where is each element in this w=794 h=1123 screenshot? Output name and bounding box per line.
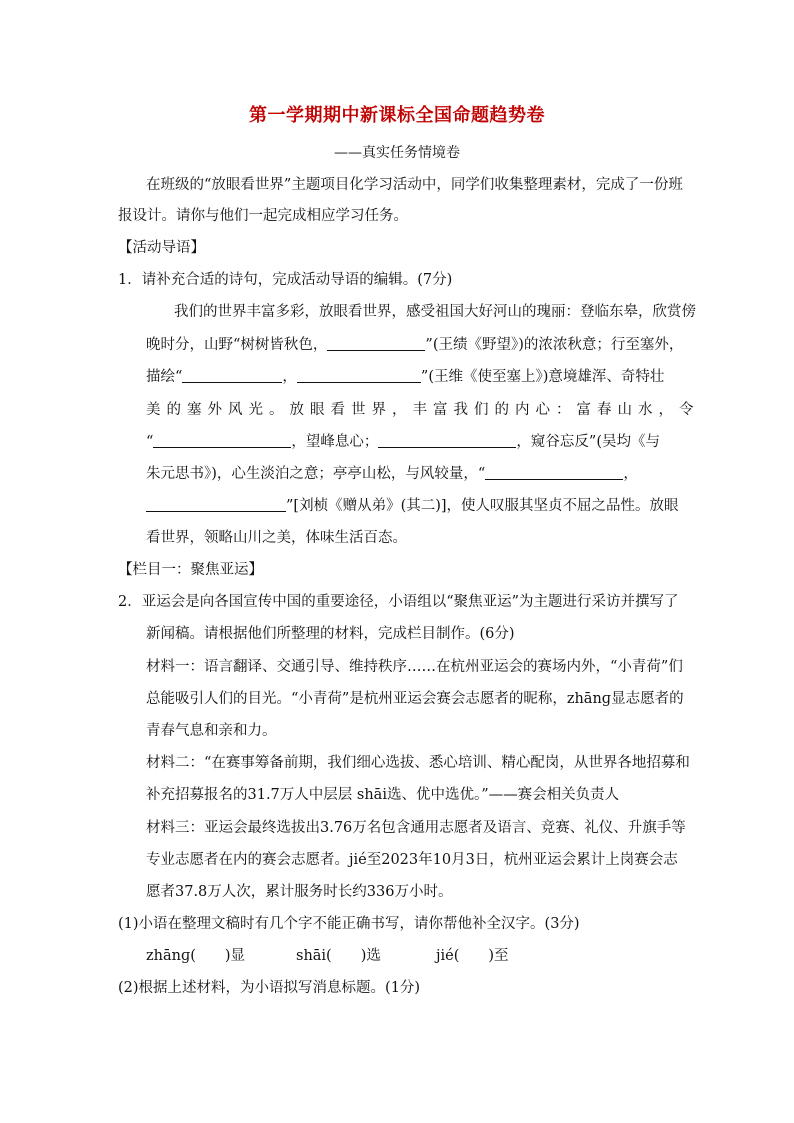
q1-text: ，望峰息心； [291, 434, 379, 450]
q1-para-line-6 [146, 464, 638, 484]
material-3-line-3: 愿者37.8万人次，累计服务时长约336万小时。 [146, 884, 453, 900]
q1-text: ， [282, 369, 297, 385]
q1-para-line-5 [146, 432, 660, 452]
material-3-line-1: 材料三：亚运会最终选拔出3.76万名包含通用志愿者及语言、竞赛、礼仪、升旗手等 [146, 820, 686, 836]
question-2-line-1: 2．亚运会是向各国宣传中国的重要途径，小语组以“聚焦亚运”为主题进行采访并撰写了 [118, 594, 679, 610]
q1-text: 描绘“ [146, 369, 183, 385]
answer-blank[interactable] [182, 367, 282, 383]
pinyin-item-3[interactable]: jié( )至 [436, 948, 509, 964]
material-3-line-2: 专业志愿者在内的赛会志愿者。jié至2023年10月3日，杭州亚运会累计上岗赛会志 [146, 852, 678, 868]
material-1-line-1: 材料一：语言翻译、交通引导、维持秩序……在杭州亚运会的赛场内外，“小青荷”们 [146, 659, 683, 675]
q1-text: ”[刘桢《赠从弟》(其二)]，使人叹服其坚贞不屈之品性。放眼 [286, 498, 679, 514]
question-2-line-2: 新闻稿。请根据他们所整理的材料，完成栏目制作。(6分) [146, 626, 515, 642]
page-subtitle: ——真实任务情境卷 [334, 145, 460, 161]
material-1-line-2: 总能吸引人们的目光。“小青荷”是杭州亚运会赛会志愿者的昵称，zhānɡ显志愿者的 [146, 691, 684, 707]
q1-para-line-2 [146, 335, 683, 355]
pinyin-item-2[interactable]: shāi( )选 [296, 948, 381, 964]
q1-text: ”(王绩《野望》)的浓浓秋意；行至塞外， [425, 337, 684, 353]
answer-blank[interactable] [485, 464, 623, 480]
material-2-line-1: 材料二：“在赛事筹备前期，我们细心选拔、悉心培训、精心配岗，从世界各地招募和 [146, 755, 690, 771]
q1-text: “ [146, 434, 154, 450]
q1-para-line-3 [146, 367, 664, 387]
question-1: 1．请补充合适的诗句，完成活动导语的编辑。(7分) [118, 272, 453, 288]
q1-para-line-1: 我们的世界丰富多彩，放眼看世界，感受祖国大好河山的瑰丽：登临东皋，欣赏傍 [174, 304, 696, 320]
material-2-line-2: 补充招募报名的31.7万人中层层 shāi选、优中选优。”——赛会相关负责人 [146, 787, 620, 803]
section-heading-asian-games: 【栏目一：聚焦亚运】 [118, 562, 263, 578]
q1-text: 晚时分，山野“树树皆秋色， [146, 337, 328, 353]
intro-line-2: 报设计。请你与他们一起完成相应学习任务。 [118, 208, 408, 224]
section-heading-guide: 【活动导语】 [118, 240, 205, 256]
sub-question-1: (1)小语在整理文稿时有几个字不能正确书写，请你帮他补全汉字。(3分) [118, 916, 580, 932]
q1-text: ，窥谷忘反”(吴均《与 [516, 434, 660, 450]
q1-text: ， [623, 466, 638, 482]
answer-blank[interactable] [378, 432, 516, 448]
pinyin-item-1[interactable]: zhānɡ( )显 [146, 948, 246, 964]
q1-para-line-7 [146, 496, 679, 516]
material-1-line-3: 青春气息和亲和力。 [146, 723, 277, 739]
intro-line-1: 在班级的“放眼看世界”主题项目化学习活动中，同学们收集整理素材，完成了一份班 [146, 177, 683, 193]
answer-blank[interactable] [153, 432, 291, 448]
page-title: 第一学期期中新课标全国命题趋势卷 [249, 105, 545, 126]
answer-blank[interactable] [297, 367, 421, 383]
q1-para-line-8: 看世界，领略山川之美，体味生活百态。 [146, 530, 407, 546]
answer-blank[interactable] [327, 335, 425, 351]
answer-blank[interactable] [146, 496, 286, 512]
q1-text: ”(王维《使至塞上》)意境雄浑、奇特壮 [420, 369, 665, 385]
q1-para-line-4: 美的塞外风光。放眼看世界，丰富我们的内心：富春山水，令 [146, 402, 700, 418]
q1-text: 朱元思书》)，心生淡泊之意；亭亭山松，与风较量，“ [146, 466, 486, 482]
sub-question-2: (2)根据上述材料，为小语拟写消息标题。(1分) [118, 980, 421, 996]
